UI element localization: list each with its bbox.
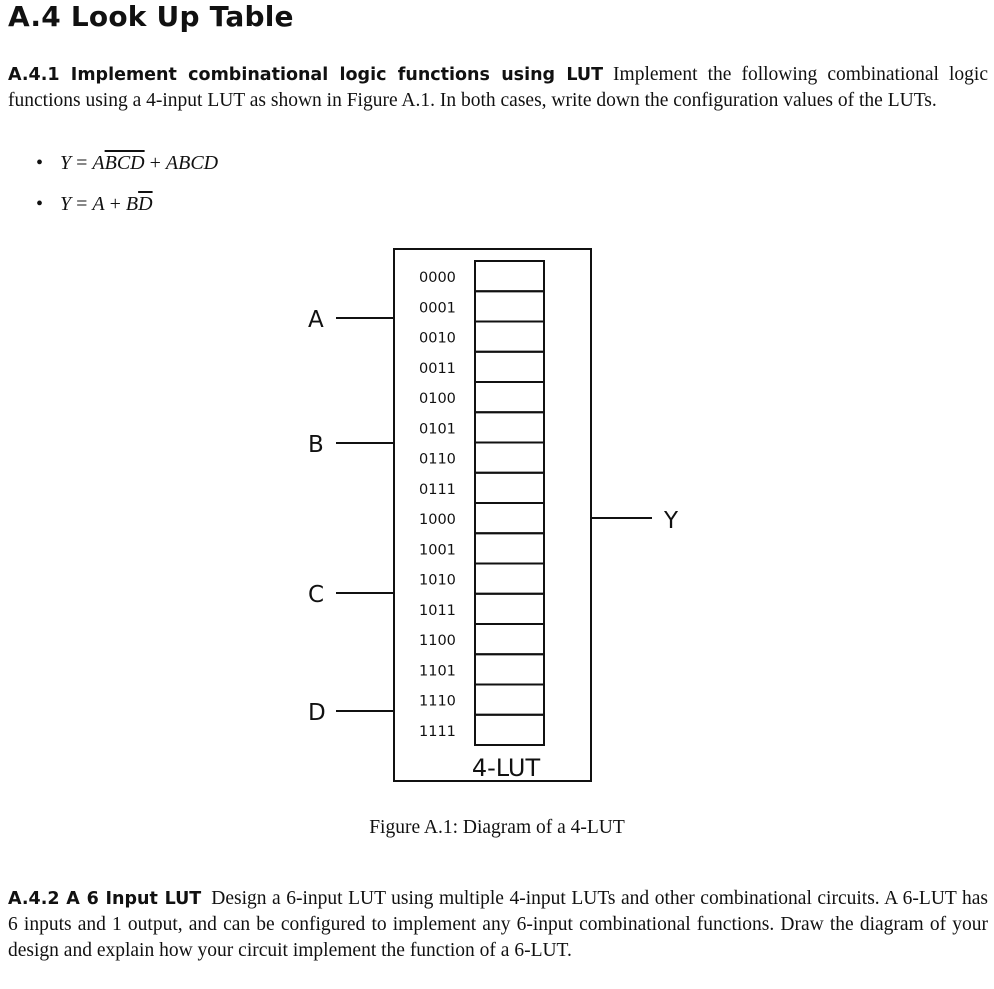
lut-row-code: 1001 bbox=[419, 542, 456, 559]
eq1-lhs: Y bbox=[60, 152, 72, 174]
subsection-4-2-heading: A.4.2 A 6 Input LUT bbox=[8, 889, 202, 909]
eq1-term-abcd: ABCD bbox=[165, 152, 219, 174]
input-label-a: A bbox=[308, 307, 324, 333]
lut-cell bbox=[475, 291, 544, 321]
lut-cell bbox=[475, 443, 544, 473]
eq2-term-d-bar: $\overline{D}$ bbox=[138, 193, 153, 215]
lut-cell bbox=[475, 654, 544, 684]
eq1-term-bcd-bar: $\overline{BCD}$ bbox=[104, 152, 145, 174]
lut-cell bbox=[475, 564, 544, 594]
lut-row-code: 0010 bbox=[419, 330, 456, 347]
lut-cell bbox=[475, 533, 544, 563]
subsection-4-2-paragraph bbox=[8, 886, 988, 964]
lut-row-code: 0011 bbox=[419, 360, 456, 377]
lut-row-code: 1110 bbox=[419, 693, 456, 710]
eq2-term-b: B bbox=[125, 193, 139, 215]
eq1-equals: = bbox=[71, 152, 93, 174]
subsection-4-1-text: Implement the following combinational logic functions using a 4-input LUT as shown in Figure A.1. In both cases, write down the configuration values of the LUTs. bbox=[8, 64, 988, 111]
lut-row-code: 0111 bbox=[419, 481, 456, 498]
lut-row-code: 1100 bbox=[419, 633, 456, 649]
lut-cell bbox=[475, 352, 544, 382]
bullet-dot-icon: • bbox=[36, 152, 44, 174]
lut-inputs bbox=[308, 307, 394, 726]
lut-row-code: 1010 bbox=[419, 572, 456, 589]
lut-row-code: 1000 bbox=[419, 512, 456, 528]
lut-row-code: 0001 bbox=[419, 300, 456, 317]
lut-cell bbox=[475, 594, 544, 624]
lut-cell bbox=[475, 624, 544, 654]
eq1-plus: + bbox=[144, 152, 166, 174]
lut-cell bbox=[475, 412, 544, 442]
eq2-equals: = bbox=[71, 193, 93, 215]
lut-cell bbox=[475, 261, 544, 291]
subsection-4-2-text: Design a 6-input LUT using multiple 4-input LUTs and other combinational circuits. A 6-LUT has 6 inputs and 1 output, and can be configured to implement any 6-input combinational functions. Draw the diagram of your design and explain how your circuit implement the function of a 6-LUT. bbox=[8, 888, 988, 961]
lut-cell bbox=[475, 715, 544, 745]
section-title: A.4 Look Up Table bbox=[8, 0, 294, 33]
bullet-dot-icon: • bbox=[36, 193, 44, 215]
input-label-c: C bbox=[308, 582, 325, 608]
lut-cell bbox=[475, 503, 544, 533]
lut-rows bbox=[419, 261, 544, 745]
lut-label: 4-LUT bbox=[471, 754, 541, 782]
eq2-plus: + bbox=[104, 193, 126, 215]
figure-caption: Figure A.1: Diagram of a 4-LUT bbox=[369, 817, 625, 838]
lut-row-code: 0101 bbox=[419, 421, 456, 438]
lut-cell bbox=[475, 473, 544, 503]
eq1-term-a: A bbox=[92, 152, 105, 174]
lut-row-code: 0110 bbox=[419, 451, 456, 468]
lut-row-code: 1101 bbox=[419, 663, 456, 680]
lut-row-code: 0100 bbox=[419, 391, 456, 407]
lut-cell bbox=[475, 685, 544, 715]
subsection-4-1-heading: A.4.1 Implement combinational logic functions using LUT bbox=[8, 65, 604, 85]
output-label: Y bbox=[664, 508, 679, 534]
lut-row-code: 1011 bbox=[419, 602, 456, 619]
eq2-term-a: A bbox=[92, 193, 105, 215]
lut-cell bbox=[475, 322, 544, 352]
input-label-b: B bbox=[308, 432, 324, 458]
lut-cell bbox=[475, 382, 544, 412]
input-label-d: D bbox=[308, 700, 326, 726]
lut-row-code: 0000 bbox=[419, 270, 456, 286]
eq2-lhs: Y bbox=[60, 193, 72, 215]
lut-row-code: 1111 bbox=[419, 723, 456, 740]
